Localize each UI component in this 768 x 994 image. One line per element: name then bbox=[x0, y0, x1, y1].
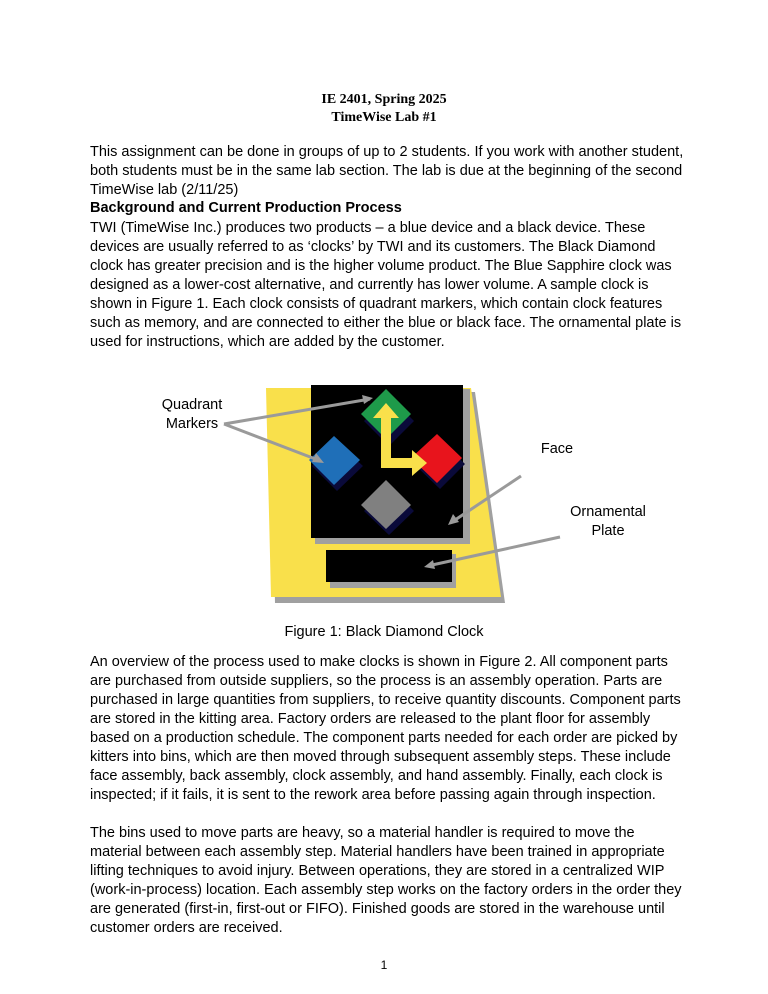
lab-title: TimeWise Lab #1 bbox=[331, 110, 437, 125]
quadrant-label-line2: Markers bbox=[165, 416, 219, 432]
intro-paragraph: This assignment can be done in groups of up to 2 students. If you work with another student, both students must be in the same lab section. The lab is due at the beginning of the second TimeWise lab (2/11/25) bbox=[90, 144, 684, 198]
ornamental-label-line2: Plate bbox=[591, 523, 625, 539]
ornamental-plate-label bbox=[560, 503, 656, 541]
face-label: Face bbox=[540, 441, 574, 457]
ornamental-label-line1: Ornamental bbox=[570, 504, 646, 520]
course-title: IE 2401, Spring 2025 bbox=[321, 92, 447, 107]
process-paragraph: An overview of the process used to make clocks is shown in Figure 2. All component parts are purchased from outside suppliers, so the process is an assembly operation. Parts are purchased in large quantities from suppliers, to receive quantity discounts. Component parts are stored in the kitting area. Factory orders are released to the plant floor for assembly based on a production schedule. The component parts needed for each order are picked by kitters into bins, which are then moved through subsequent assembly steps. These include face assembly, back assembly, clock assembly, and hand assembly. Finally, each clock is inspected; if it fails, it is sent to the rework area before passing again through inspection. bbox=[90, 654, 681, 803]
quadrant-markers-label bbox=[150, 396, 234, 434]
page-number: 1 bbox=[380, 958, 388, 972]
bins-paragraph: The bins used to move parts are heavy, so a material handler is required to move the material between each assembly step. Material handlers have been trained in appropriate lifting techniques to avoid injury. Between operations, they are stored in a centralized WIP (work-in-process) location. Each assembly step works on the factory orders in the order they are generated (first-in, first-out or FIFO). Finished goods are stored in the warehouse until customer orders are received. bbox=[90, 825, 682, 936]
figure-caption: Figure 1: Black Diamond Clock bbox=[284, 624, 484, 640]
section-heading: Background and Current Production Process bbox=[90, 200, 402, 216]
background-paragraph: TWI (TimeWise Inc.) produces two products – a blue device and a black device. These devices are usually referred to as ‘clocks’ by TWI and its customers. The Black Diamond clock has greater precision and is the higher volume product. The Blue Sapphire clock was designed as a lower-cost alternative, and currently has lower volume. A sample clock is shown in Figure 1. Each clock consists of quadrant markers, which contain clock features such as memory, and are connected to either the blue or black face. The ornamental plate is used for instructions, which are added by the customer. bbox=[90, 220, 682, 350]
quadrant-label-line1: Quadrant bbox=[161, 397, 223, 413]
